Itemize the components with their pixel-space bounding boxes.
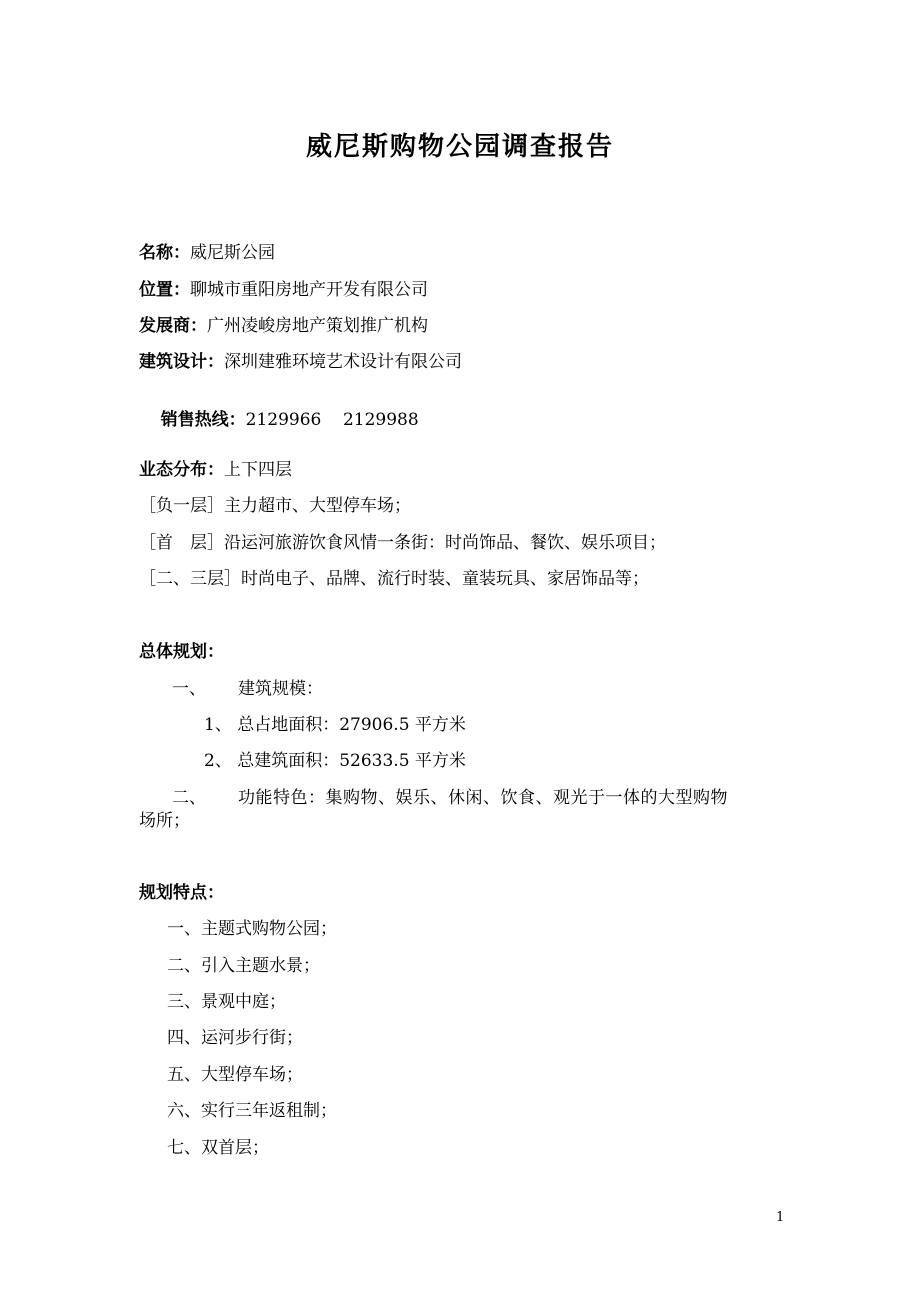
floor-line: ［负一层］主力超市、大型停车场；	[139, 496, 411, 516]
business-distribution	[139, 459, 292, 481]
feature-item: 一、主题式购物公园；	[167, 919, 337, 939]
feature-item: 五、大型停车场；	[167, 1065, 303, 1085]
info-developer	[139, 315, 428, 337]
planning-sub-item: 1、 总占地面积：27906.5 平方米	[204, 715, 466, 735]
planning-heading: 总体规划：	[139, 642, 224, 662]
info-value: 2129966 2129988	[245, 410, 419, 430]
info-hotline	[139, 387, 419, 453]
floor-line: ［二、三层］时尚电子、品牌、流行时装、童装玩具、家居饰品等；	[139, 569, 649, 589]
page-title: 威尼斯购物公园调查报告	[305, 132, 614, 162]
info-value: 威尼斯公园	[190, 243, 275, 263]
feature-item: 二、引入主题水景；	[167, 956, 320, 976]
planning-item-continuation: 场所；	[139, 811, 190, 831]
feature-item: 七、双首层；	[167, 1138, 269, 1158]
info-name	[139, 242, 275, 264]
business-value: 上下四层	[224, 460, 292, 480]
info-label: 建筑设计：	[139, 352, 224, 372]
feature-item: 四、运河步行街；	[167, 1028, 303, 1048]
planning-item-text: 功能特色：集购物、娱乐、休闲、饮食、观光于一体的大型购物	[238, 788, 728, 808]
info-label: 名称：	[139, 243, 190, 263]
page-number: 1	[776, 1210, 785, 1225]
features-heading: 规划特点：	[139, 883, 224, 903]
planning-item-num: 二、	[172, 788, 206, 808]
info-value: 聊城市重阳房地产开发有限公司	[190, 280, 428, 300]
info-label: 发展商：	[139, 316, 207, 336]
feature-item: 六、实行三年返租制；	[167, 1101, 337, 1121]
planning-item-num: 一、	[172, 679, 206, 699]
info-value: 深圳建雅环境艺术设计有限公司	[224, 352, 462, 372]
planning-item-text: 建筑规模：	[238, 679, 323, 699]
floor-line: ［首 层］沿运河旅游饮食风情一条街：时尚饰品、餐饮、娱乐项目；	[139, 533, 666, 553]
info-label: 位置：	[139, 280, 190, 300]
info-location	[139, 279, 428, 301]
info-value: 广州凌峻房地产策划推广机构	[207, 316, 428, 336]
planning-sub-item: 2、 总建筑面积：52633.5 平方米	[204, 751, 466, 771]
info-architect	[139, 351, 462, 373]
info-label: 销售热线：	[160, 410, 246, 430]
business-label: 业态分布：	[139, 460, 224, 480]
feature-item: 三、景观中庭；	[167, 992, 286, 1012]
